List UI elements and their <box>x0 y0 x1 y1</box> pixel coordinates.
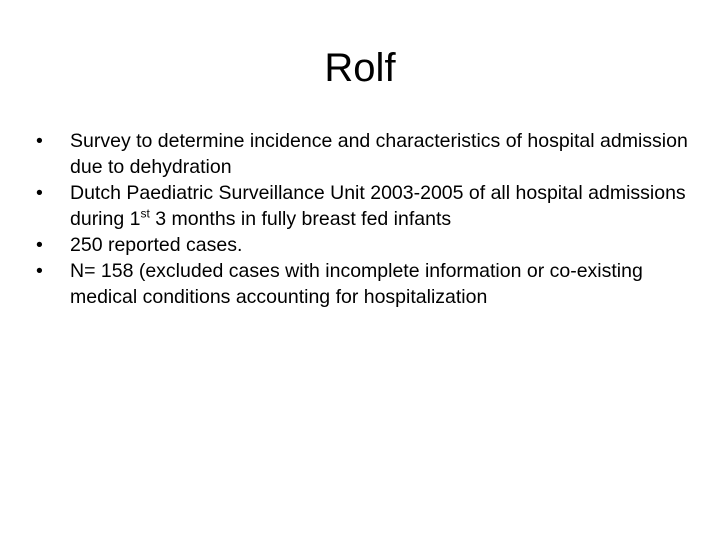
bullet-item-sample-size <box>36 258 696 310</box>
bullet-text: Survey to determine incidence and characteristics of hospital admission due to dehydration <box>70 130 688 178</box>
bullet-text: N= 158 (excluded cases with incomplete information or co-existing medical conditions accounting for hospitalization <box>70 260 643 308</box>
bullet-text: 250 reported cases. <box>70 234 243 256</box>
bullet-item-reported-cases <box>36 232 696 258</box>
bullet-text-start: Dutch Paediatric Surveillance Unit 2003-2005 of all hospital admissions during 1 <box>70 182 686 230</box>
bullet-item-survey <box>36 128 696 180</box>
ordinal-superscript: st <box>140 206 150 221</box>
bullet-text-end: 3 months in fully breast fed infants <box>149 208 452 230</box>
bullet-icon: • <box>36 182 43 204</box>
bullet-icon: • <box>36 260 43 282</box>
bullet-icon: • <box>36 234 43 256</box>
bullet-item-surveillance-unit <box>36 180 696 232</box>
slide-title: Rolf <box>324 46 396 90</box>
bullet-icon: • <box>36 130 43 152</box>
bullet-list <box>36 128 696 310</box>
